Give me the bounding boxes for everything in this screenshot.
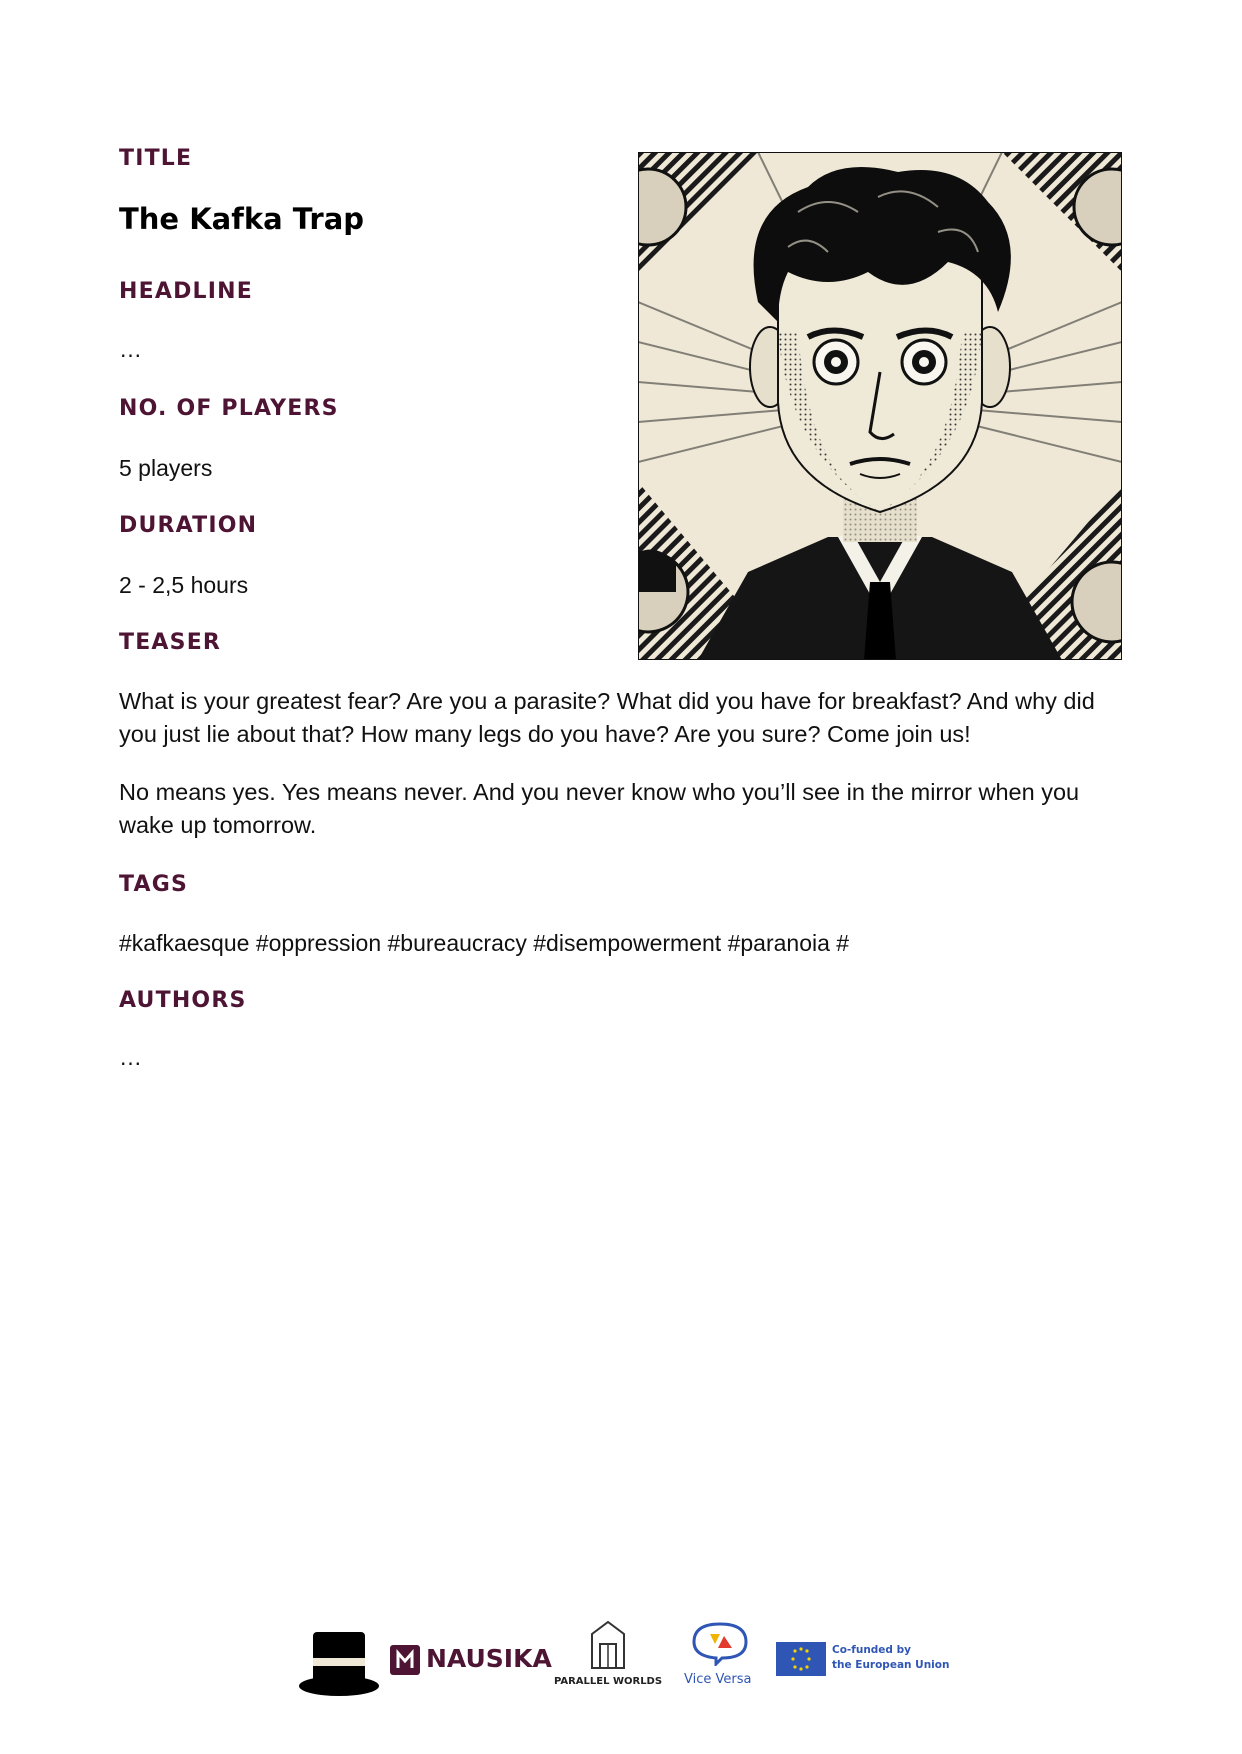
nausika-mark-icon: [390, 1645, 420, 1675]
players-label: NO. OF PLAYERS: [119, 396, 339, 421]
headline-value: …: [119, 336, 142, 362]
eu-flag-icon: [776, 1642, 826, 1676]
eu-cofunded-logo: Co-funded by the European Union: [776, 1642, 946, 1678]
players-value: 5 players: [119, 455, 213, 481]
portrait-illustration: [638, 152, 1122, 660]
speech-bubble-icon: [690, 1620, 750, 1666]
tags-label: TAGS: [119, 872, 189, 897]
duration-value: 2 - 2,5 hours: [119, 572, 249, 598]
authors-label: AUTHORS: [119, 988, 247, 1013]
teaser-paragraph-1: What is your greatest fear? Are you a parasite? What did you have for breakfast? And why did you just lie about that? How many legs do you have? Are you sure? Come join us!: [119, 688, 1095, 747]
teaser-label: TEASER: [119, 630, 222, 655]
parallel-worlds-logo: PARALLEL WORLDS: [548, 1620, 668, 1700]
footer-logos: [0, 1620, 1242, 1700]
duration-label: DURATION: [119, 513, 258, 538]
headline-label: HEADLINE: [119, 279, 253, 304]
teaser-paragraph-2: No means yes. Yes means never. And you never know who you’ll see in the mirror when you wake up tomorrow.: [119, 779, 1080, 838]
tags-value: #kafkaesque #oppression #bureaucracy #disempowerment #paranoia #: [119, 930, 850, 956]
nausika-logo: NAUSIKA: [390, 1640, 542, 1680]
building-icon: [586, 1620, 630, 1670]
top-hat-logo: [298, 1628, 380, 1698]
page-title: The Kafka Trap: [119, 202, 365, 236]
vice-versa-logo: Vice Versa: [676, 1620, 766, 1700]
title-label: TITLE: [119, 146, 193, 171]
authors-value: …: [119, 1044, 142, 1070]
